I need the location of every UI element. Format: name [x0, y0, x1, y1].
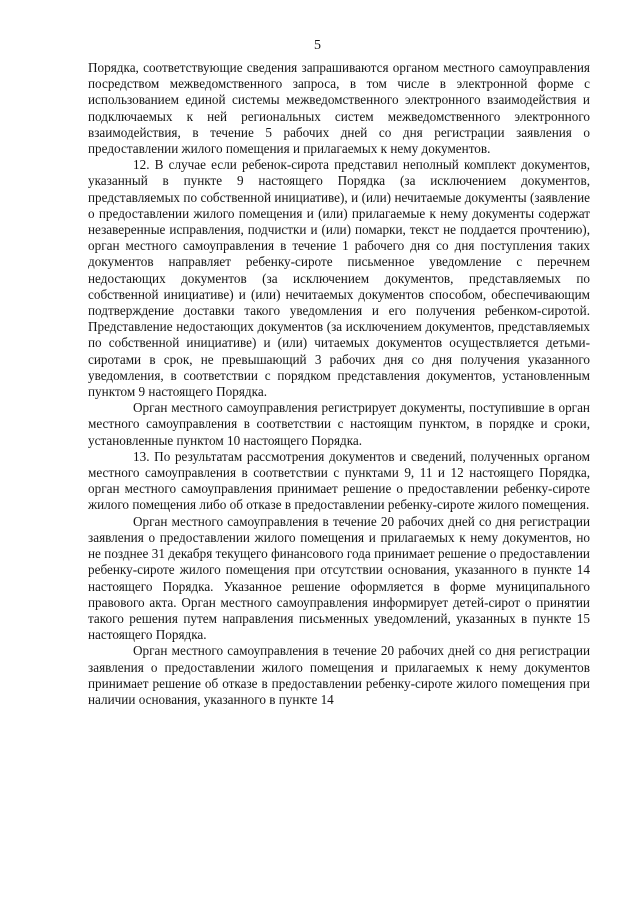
paragraph-continuation: Порядка, соответствующие сведения запрашиваются органом местного самоуправления посредством межведомственного запроса, в том числе в электронной форме с использованием единой системы межведомственного электронного взаимодействия и подключаемых к ней региональных систем межведомственного электронного взаимодействия, в течение 5 рабочих дней со дня регистрации заявления о предоставлении жилого помещения и прилагаемых к нему документов. [88, 60, 590, 157]
page-number: 5 [314, 38, 321, 53]
paragraph-decision-grant: Орган местного самоуправления в течение 20 рабочих дней со дня регистрации заявления о предоставлении жилого помещения и прилагаемых к нему документов, но не позднее 31 декабря текущего финансового года принимает решение о предоставлении ребенку-сироте жилого помещения при отсутствии основания, указанного в пункте 14 настоящего Порядка. Указанное решение оформляется в форме муниципального правового акта. Орган местного самоуправления информирует детей-сирот о принятии такого решения путем направления письменных уведомлений, указанных в пункте 15 настоящего Порядка. [88, 513, 590, 643]
document-body [88, 60, 590, 708]
paragraph-registration: Орган местного самоуправления регистрирует документы, поступившие в орган местного самоуправления в соответствии с настоящим пунктом, в порядке и сроки, установленные пунктом 10 настоящего Порядка. [88, 400, 590, 448]
paragraph-decision-refusal: Орган местного самоуправления в течение 20 рабочих дней со дня регистрации заявления о предоставлении жилого помещения и прилагаемых к нему документов принимает решение об отказе в предоставлении ребенку-сироте жилого помещения при наличии основания, указанного в пункте 14 [88, 643, 590, 707]
paragraph-item-12: 12. В случае если ребенок-сирота представил неполный комплект документов, указанный в пункте 9 настоящего Порядка (за исключением документов, представляемых по собственной инициативе), и (или) нечитаемые документы (заявление о предоставлении жилого помещения и (или) прилагаемые к нему документы содержат незаверенные исправления, подчистки и (или) помарки, текст не поддается прочтению), орган местного самоуправления в течение 1 рабочего дня со дня поступления таких документов направляет ребенку-сироте письменное уведомление с перечнем недостающих документов (за исключением документов, представляемых по собственной инициативе) и (или) нечитаемых документов способом, обеспечивающим подтверждение доставки такого уведомления и его получения ребенком-сиротой. Представление недостающих документов (за исключением документов, представляемых по собственной инициативе) и (или) читаемых документов осуществляется детьми-сиротами в срок, не превышающий 3 рабочих дня со дня получения указанного уведомления, в соответствии с порядком представления документов, установленным пунктом 9 настоящего Порядка. [88, 157, 590, 400]
paragraph-item-13: 13. По результатам рассмотрения документов и сведений, полученных органом местного самоуправления в соответствии с пунктами 9, 11 и 12 настоящего Порядка, орган местного самоуправления принимает решение о предоставлении ребенку-сироте жилого помещения либо об отказе в предоставлении ребенку-сироте жилого помещения. [88, 448, 590, 513]
